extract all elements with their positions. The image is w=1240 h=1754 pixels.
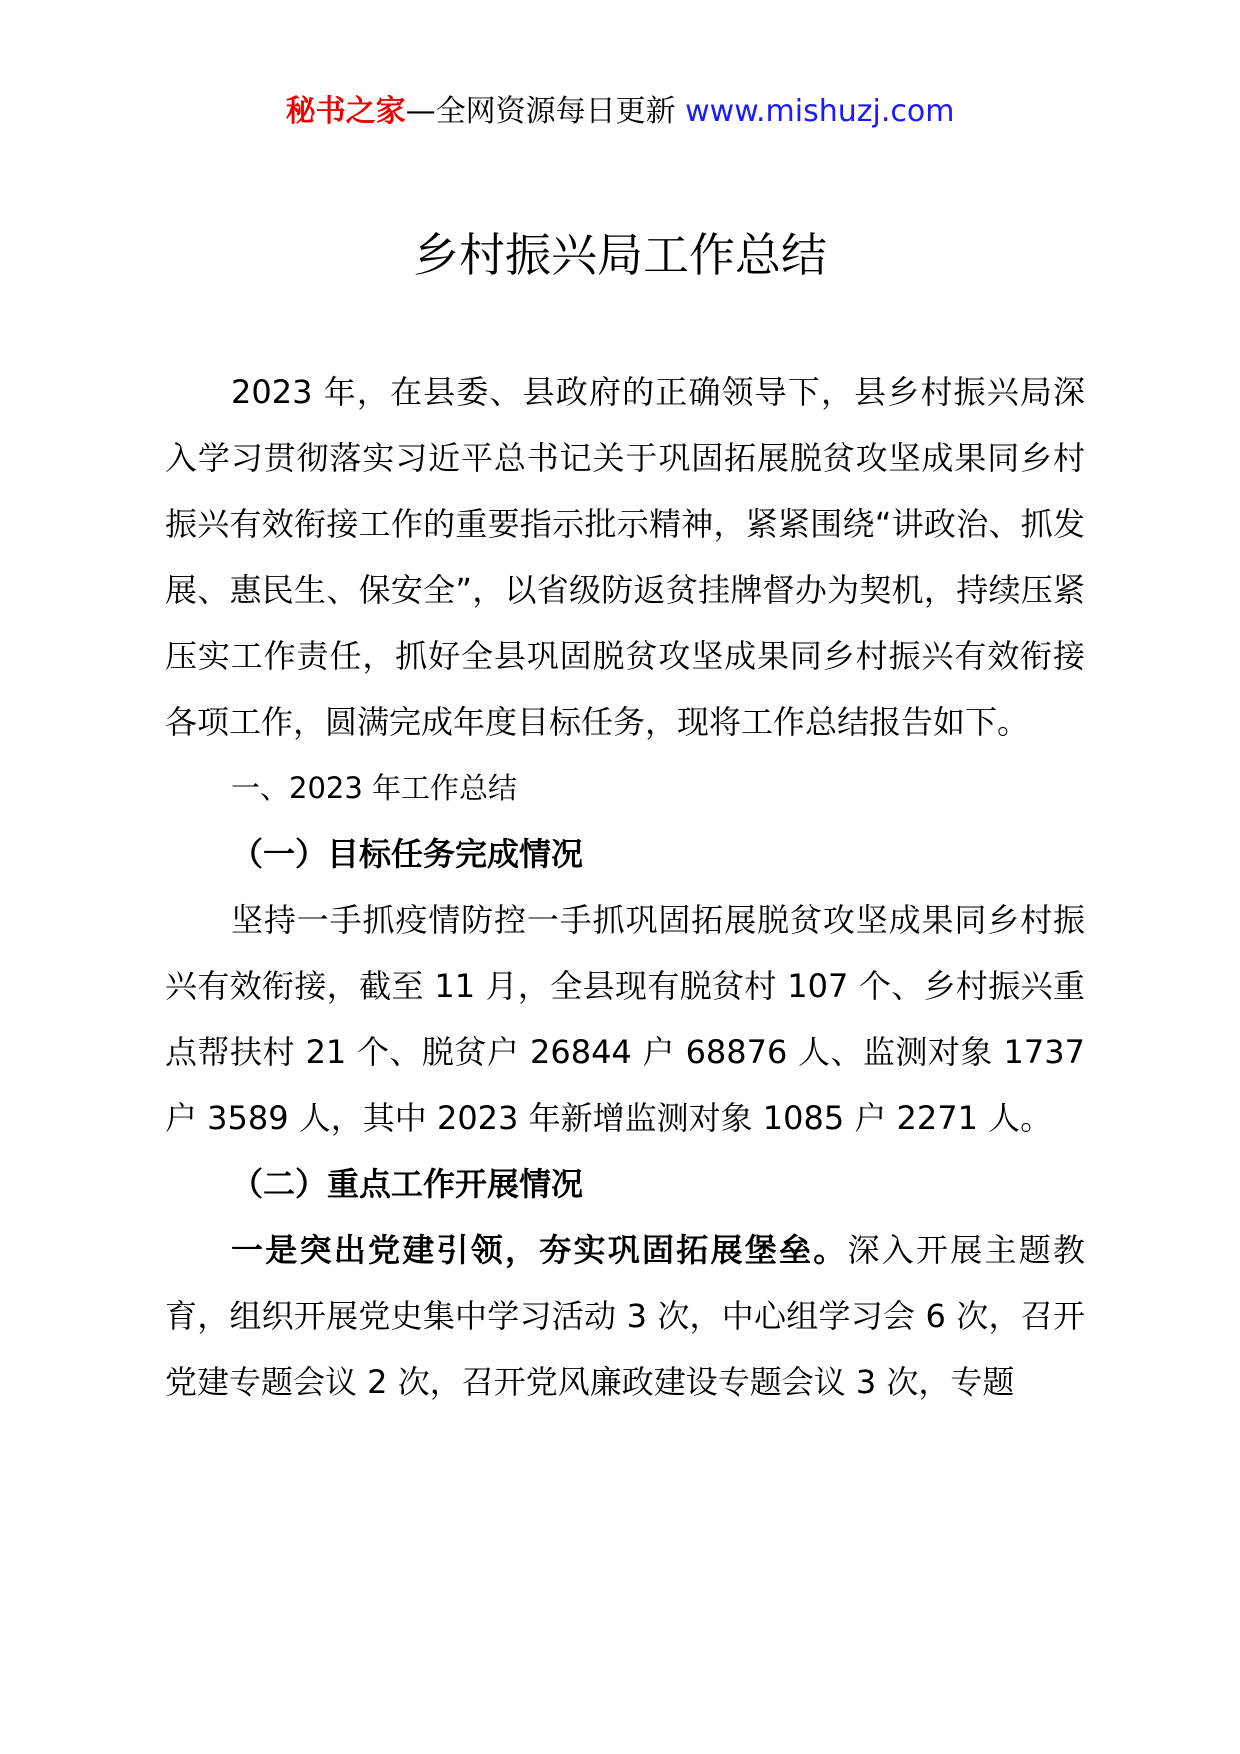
section-heading: 一、2023 年工作总结 (231, 771, 518, 805)
site-brand: 秘书之家 (285, 94, 406, 129)
subsection-heading-2: （二）重点工作开展情况 (231, 1165, 584, 1203)
document-title: 乡村振兴局工作总结 (413, 228, 827, 282)
subsection-heading-1: （一）目标任务完成情况 (231, 835, 584, 873)
site-tagline: —全网资源每日更新 (405, 94, 676, 129)
targets-paragraph: 坚持一手抓疫情防控一手抓巩固拓展脱贫攻坚成果同乡村振兴有效衔接，截至 11 月，全县现有脱贫村 107 个、乡村振兴重点帮扶村 21 个、脱贫户 26844 户 68876 人、监测对象 1737 户 3589 人，其中 2023 年新增监测对象 1085 户 2271 人。 (165, 901, 1085, 1137)
paragraph-lead: 一是突出党建引领，夯实巩固拓展堡垒。 (231, 1231, 848, 1269)
intro-paragraph: 2023 年，在县委、县政府的正确领导下，县乡村振兴局深入学习贯彻落实习近平总书记关于巩固拓展脱贫攻坚成果同乡村振兴有效衔接工作的重要指示批示精神，紧紧围绕“讲政治、抓发展、惠民生、保安全”，以省级防返贫挂牌督办为契机，持续压紧压实工作责任，抓好全县巩固脱贫攻坚成果同乡村振兴有效衔接各项工作，圆满完成年度目标任务，现将工作总结报告如下。 (165, 373, 1085, 741)
document-body (165, 359, 1085, 1415)
site-header (0, 92, 1240, 132)
site-url-link[interactable]: www.mishuzj.com (685, 94, 955, 129)
paragraph-text: 深入开展主题教育，组织开展党史集中学习活动 3 次，中心组学习会 6 次，召开党建专题会议 2 次，召开党风廉政建设专题会议 3 次，专题 (165, 1231, 1085, 1401)
party-building-paragraph (165, 1217, 1085, 1415)
